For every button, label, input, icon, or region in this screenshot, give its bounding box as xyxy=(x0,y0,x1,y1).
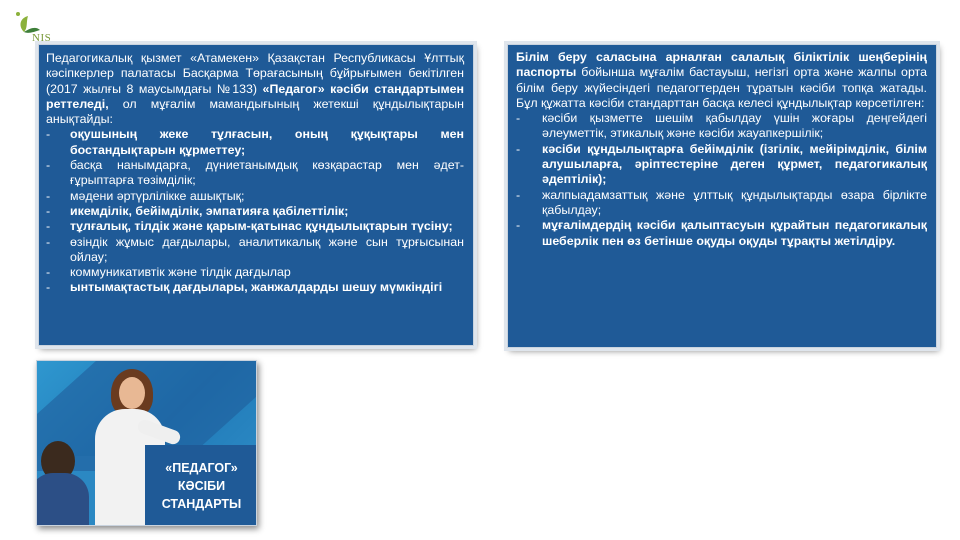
list-item-text: өзіндік жұмыс дағдылары, аналитикалық және сын тұрғысынан ойлау; xyxy=(70,234,464,264)
list-item-text: мәдени әртүрлілікке ашықтық; xyxy=(70,188,245,203)
card-title-line2: КӘСІБИ xyxy=(177,479,226,493)
left-intro-part1: Педагогикалық қызмет «Атамекен» Қазақстан Республикасы Ұлттық кәсіпкерлер палатасы Басқарма Төрағасының бұйрығымен бекітілген (2017 жылғы 8 маусымдағы №133) xyxy=(46,51,464,96)
list-item-text: оқушының жеке тұлғасын, оның құқықтары мен бостандықтарын құрметтеу; xyxy=(70,127,464,157)
logo-text: NIS xyxy=(32,32,52,44)
card-title-line3: СТАНДАРТЫ xyxy=(161,497,242,511)
dash-marker: - xyxy=(46,265,51,280)
right-text-panel xyxy=(507,44,937,348)
dash-marker: - xyxy=(46,158,51,173)
list-item xyxy=(46,219,464,234)
dash-marker: - xyxy=(46,234,51,249)
dash-marker: - xyxy=(46,127,51,142)
list-item-text: мұғалімдердің кәсіби қалыптасуын құрайтын педагогикалық шеберлік пен өз бетінше оқуды оқуды тұрақты жетілдіру. xyxy=(542,218,927,248)
list-item xyxy=(46,265,464,280)
list-item-text: кәсіби қызметте шешім қабылдау үшін жоғары деңгейдегі әлеуметтік, этикалық және кәсіби жауапкершілік; xyxy=(542,111,927,141)
right-values-list xyxy=(516,111,927,249)
dash-marker: - xyxy=(46,203,51,218)
dash-marker: - xyxy=(46,219,51,234)
list-item xyxy=(46,158,464,189)
dash-marker: - xyxy=(516,141,521,156)
list-item-text: икемділік, бейімділік, эмпатияға қабілеттілік; xyxy=(70,203,349,218)
list-item xyxy=(46,189,464,204)
list-item-text: жалпыадамзаттық және ұлттық құндылықтарды өзара бірлікте қабылдау; xyxy=(542,187,927,217)
list-item xyxy=(516,188,927,219)
left-intro-bold: «Педагог» кәсіби стандартымен реттеледі, xyxy=(46,81,464,111)
pedagogue-standard-card xyxy=(36,360,257,526)
list-item xyxy=(46,204,464,219)
list-item-text: кәсіби құндылықтарға бейімділік (ізгілік, мейірімділік, білім алушыларға, әріптестеріне деген құрмет, педагогикалық әдептілік); xyxy=(542,141,927,187)
list-item-text: тұлғалық, тілдік және қарым-қатынас құндылықтарын түсіну; xyxy=(70,219,453,234)
list-item-text: басқа нанымдарға, дүниетанымдық көзқарастар мен әдет-ғұрыптарға төзімділік; xyxy=(70,158,464,188)
card-title-line1: «ПЕДАГОГ» xyxy=(165,461,238,475)
dash-marker: - xyxy=(516,187,521,202)
dash-marker: - xyxy=(516,218,521,233)
list-item xyxy=(46,280,464,295)
card-title xyxy=(145,445,257,526)
right-intro xyxy=(516,50,927,111)
nis-logo xyxy=(10,8,58,46)
left-text-panel xyxy=(38,44,474,346)
list-item xyxy=(46,235,464,266)
list-item xyxy=(516,142,927,188)
left-intro xyxy=(46,51,464,127)
left-intro-part3: ол мұғалім мамандығының жетекші құндылықтарын анықтайды: xyxy=(46,96,464,127)
dash-marker: - xyxy=(46,280,51,295)
list-item-text: ынтымақтастық дағдылары, жанжалдарды шешу мүмкіндігі xyxy=(70,280,443,295)
list-item xyxy=(516,218,927,249)
list-item-text: коммуникативтік және тілдік дағдылар xyxy=(70,265,291,280)
right-intro-part2: бойынша мұғалім бастауыш, негізгі орта және жалпы орта білім беру жүйесіндегі педагогтерден тұратын кәсіби топқа жатады. Бұл құжатта кәсіби стандарттан басқа келесі құндылықтар көрсетілген: xyxy=(516,65,927,110)
right-intro-bold: Білім беру саласына арналған салалық біліктілік шеңберінің паспорты xyxy=(516,50,927,80)
list-item xyxy=(516,111,927,142)
list-item xyxy=(46,127,464,158)
left-values-list xyxy=(46,127,464,295)
dash-marker: - xyxy=(46,188,51,203)
dash-marker: - xyxy=(516,111,521,126)
